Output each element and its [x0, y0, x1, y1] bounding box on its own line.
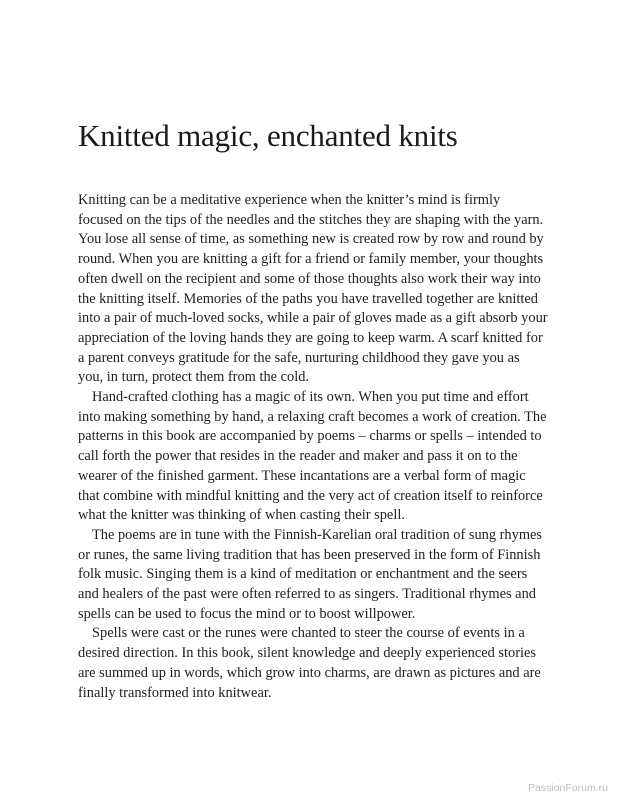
paragraph-2: Hand-crafted clothing has a magic of its own. When you put time and effort into making something by hand, a relaxing craft becomes a work of creation. The patterns in this book are accompanied by poems – charms or spells – intended to call forth the power that resides in the reader and maker and pass it on to the wearer of the finished garment. These incantations are a verbal form of magic that combine with mindful knitting and the very act of creation itself to reinforce what the knitter was thinking of when casting their spell.: [78, 389, 547, 524]
watermark: PassionForum.ru: [528, 782, 608, 794]
paragraph-4: Spells were cast or the runes were chanted to steer the course of events in a desired direction. In this book, silent knowledge and deeply experienced stories are summed up in words, which grow into charms, are drawn as pictures and are finally transformed into knitwear.: [78, 625, 541, 701]
paragraph-1: Knitting can be a meditative experience when the knitter’s mind is firmly focused on the tips of the needles and the stitches they are shaping with the yarn. You lose all sense of time, as something new is created row by row and round by round. When you are knitting a gift for a friend or family member, your thoughts often dwell on the recipient and some of those thoughts also work their way into the knitting itself. Memories of the paths you have travelled together are knitted into a pair of much-loved socks, while a pair of gloves made as a gift absorb your appreciation of the loving hands they are going to keep warm. A scarf knitted for a parent conveys gratitude for the safe, nurturing childhood they gave you as you, in turn, protect them from the cold.: [78, 192, 548, 386]
body-text: [78, 191, 548, 703]
paragraph-3: The poems are in tune with the Finnish-Karelian oral tradition of sung rhymes or runes, the same living tradition that has been preserved in the form of Finnish folk music. Singing them is a kind of meditation or enchantment and the seers and healers of the past were often referred to as singers. Traditional rhymes and spells can be used to focus the mind or to boost willpower.: [78, 526, 543, 622]
page-title: Knitted magic, enchanted knits: [78, 118, 458, 153]
